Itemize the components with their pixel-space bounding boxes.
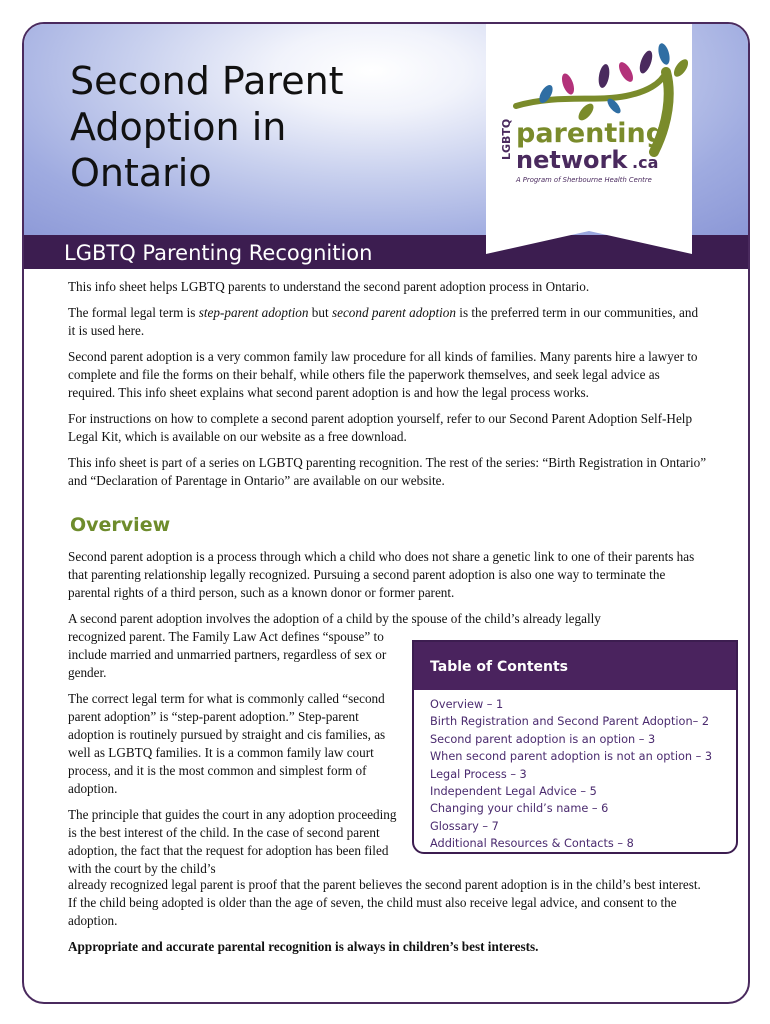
table-of-contents (412, 640, 738, 854)
overview-bottom-text (68, 876, 708, 964)
toc-item-legal-advice[interactable]: Independent Legal Advice – 5 (430, 785, 597, 799)
toc-item-not-option[interactable]: When second parent adoption is not an option – 3 (430, 750, 713, 764)
toc-item-legal-process[interactable]: Legal Process – 3 (430, 767, 527, 781)
closing-statement: Appropriate and accurate parental recognition is always in children’s best interests. (68, 939, 539, 954)
logo-line1: parenting (516, 118, 666, 149)
overview-paragraph-4-start: The principle that guides the court in any adoption proceeding is the best interest of the child. In the case of second parent adoption, the fact that the request for adoption has been filed with the court by the child’s (68, 807, 397, 876)
toc-item-name-change[interactable]: Changing your child’s name – 6 (430, 802, 609, 816)
logo-line2: network (516, 146, 628, 174)
toc-item-option[interactable]: Second parent adoption is an option – 3 (430, 732, 656, 746)
intro-paragraph-4: For instructions on how to complete a second parent adoption yourself, refer to our Second Parent Adoption Self-Help Legal Kit, which is available on our website as a free download. (68, 411, 693, 444)
intro-paragraph-3: Second parent adoption is a very common family law procedure for all kinds of families. Many parents hire a lawyer to complete and file the forms on their behalf, while others file the paperwork themselves, and seek legal advice as required. This info sheet explains what second parent adoption is and how the legal process works. (68, 349, 698, 400)
logo-suffix: .ca (632, 153, 659, 172)
title-line-1: Second Parent (70, 59, 344, 103)
overview-paragraph-2-start: A second parent adoption involves the adoption of a child by the spouse of the child’s already legally (68, 611, 601, 626)
emphasis-step-parent: step-parent adoption (198, 305, 309, 320)
overview-paragraph-2-rest: recognized parent. The Family Law Act defines “spouse” to include married and unmarried partners, regardless of sex or gender. (68, 629, 387, 680)
toc-item-birth-registration[interactable]: Birth Registration and Second Parent Adoption– 2 (430, 715, 710, 729)
intro-paragraph-5: This info sheet is part of a series on LGBTQ parenting recognition. The rest of the series: “Birth Registration in Ontario” and “Declaration of Parentage in Ontario” are available on our website. (68, 455, 707, 488)
banner-title: LGBTQ Parenting Recognition (64, 241, 373, 265)
overview-paragraph-1: Second parent adoption is a process through which a child who does not share a genetic link to one of their parents has that parenting relationship legally recognized. Pursuing a second parent adoption is also one way to terminate the parental rights of a third person, such as a known donor or former parent. (68, 549, 695, 600)
logo-ribbon (486, 24, 692, 254)
leaf-icon (616, 60, 636, 84)
toc-list (414, 690, 736, 853)
intro-section (68, 278, 708, 498)
leaf-icon (560, 72, 577, 96)
overview-paragraph-3: The correct legal term for what is commonly called “second parent adoption” is “step-parent adoption.” Step-parent adoption is routinely pursued by straight and cis families, as well as LGBTQ families. It is a common family law court process, and it is the most common and simplest form of adoption. (68, 691, 386, 796)
emphasis-second-parent: second parent adoption (331, 305, 456, 320)
toc-title: Table of Contents (414, 642, 736, 690)
intro-paragraph-1: This info sheet helps LGBTQ parents to understand the second parent adoption process in Ontario. (68, 279, 590, 294)
parenting-network-logo (486, 24, 692, 254)
page-title (70, 58, 470, 196)
overview-heading: Overview (70, 514, 171, 536)
overview-wrapped-text (68, 628, 398, 878)
page-frame (22, 22, 750, 1004)
title-line-2: Adoption in (70, 105, 287, 149)
leaf-icon (656, 42, 671, 66)
overview-paragraph-4-rest: already recognized legal parent is proof that the parent believes the second parent adoption is in the child’s best interest. If the child being adopted is older than the age of seven, the child must also receive legal advice, and consent to the adoption. (68, 877, 701, 928)
toc-item-overview[interactable]: Overview – 1 (430, 698, 504, 711)
toc-item-resources[interactable]: Additional Resources & Contacts – 8 (430, 837, 634, 851)
leaf-icon (671, 57, 691, 79)
toc-item-glossary[interactable]: Glossary – 7 (430, 819, 499, 833)
leaf-icon (597, 63, 611, 88)
leaf-icon (637, 49, 655, 75)
title-line-3: Ontario (70, 151, 212, 195)
intro-paragraph-2: The formal legal term is step-parent adoption but second parent adoption is the preferred term in our communities, and it is used here. (68, 305, 699, 338)
logo-tagline: A Program of Sherbourne Health Centre (516, 176, 652, 184)
logo-prefix: LGBTQ (500, 118, 513, 160)
overview-intro (68, 548, 708, 628)
